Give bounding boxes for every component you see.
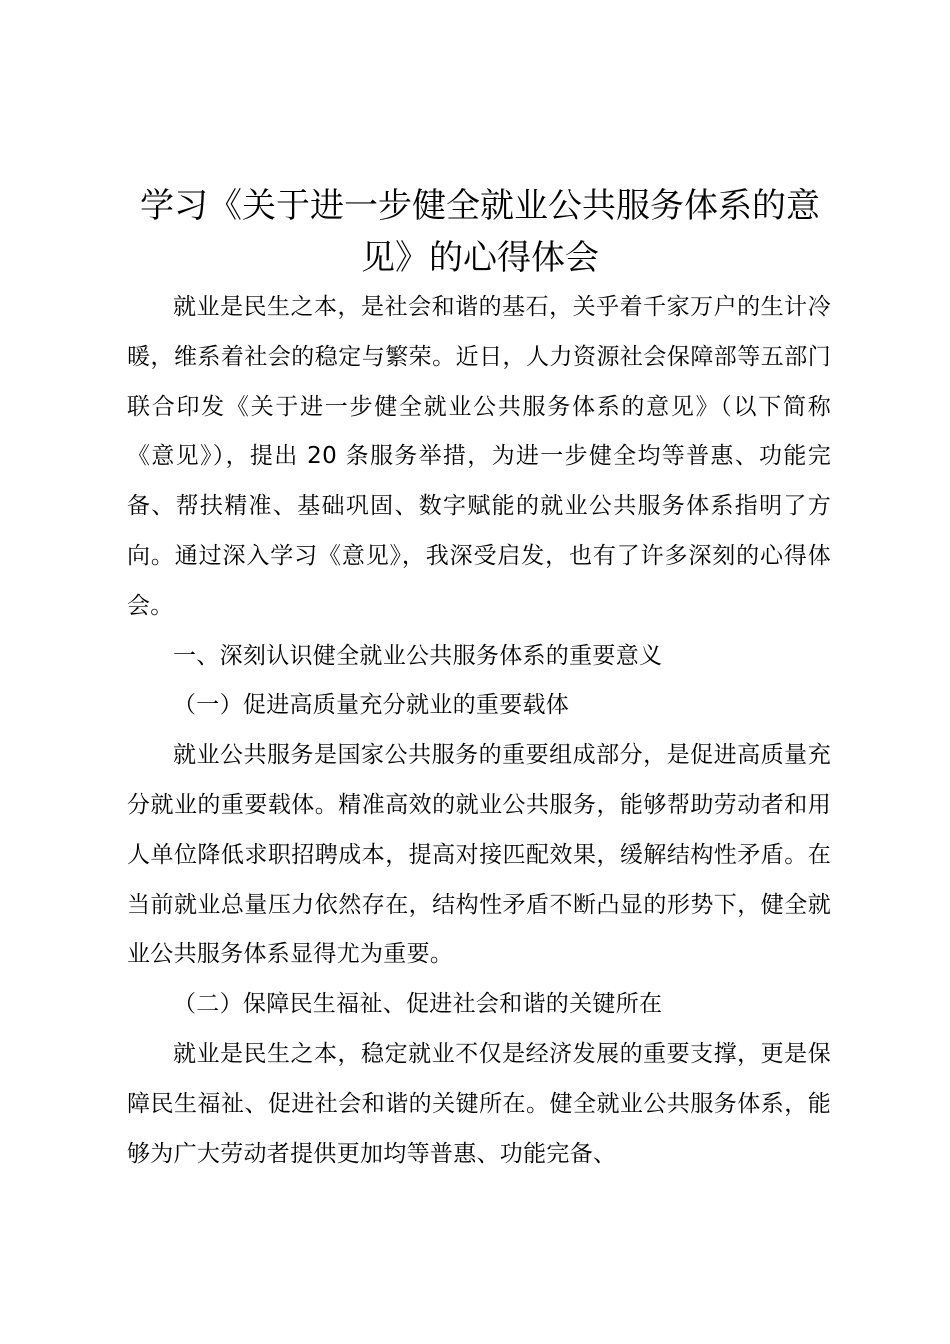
paragraph-1-2: 就业是民生之本，稳定就业不仅是经济发展的重要支撑，更是保障民生福祉、促进社会和谐的关键所在。健全就业公共服务体系，能够为广大劳动者提供更加均等普惠、功能完备、 xyxy=(127,1040,831,1167)
subsection-heading-1-1: （一）促进高质量充分就业的重要载体 xyxy=(173,692,570,719)
document-body xyxy=(127,283,831,1179)
paragraph-intro: 就业是民生之本，是社会和谐的基石，关乎着千家万户的生计冷暖，维系着社会的稳定与繁荣。近日，人力资源社会保障部等五部门联合印发《关于进一步健全就业公共服务体系的意见》（以下简称《意见》），提出 20 条服务举措，为进一步健全均等普惠、功能完备、帮扶精准、基础巩固、数字赋能的就业公共服务体系指明了方向。通过深入学习《意见》，我深受启发，也有了许多深刻的心得体会。 xyxy=(127,294,831,619)
section-heading-1: 一、深刻认识健全就业公共服务体系的重要意义 xyxy=(173,642,663,669)
document-title: 学习《关于进一步健全就业公共服务体系的意见》的心得体会 xyxy=(140,186,820,278)
paragraph-1-1: 就业公共服务是国家公共服务的重要组成部分，是促进高质量充分就业的重要载体。精准高效的就业公共服务，能够帮助劳动者和用人单位降低求职招聘成本，提高对接匹配效果，缓解结构性矛盾。在当前就业总量压力依然存在，结构性矛盾不断凸显的形势下，健全就业公共服务体系显得尤为重要。 xyxy=(127,742,831,968)
subsection-heading-1-2: （二）保障民生福祉、促进社会和谐的关键所在 xyxy=(173,991,663,1018)
